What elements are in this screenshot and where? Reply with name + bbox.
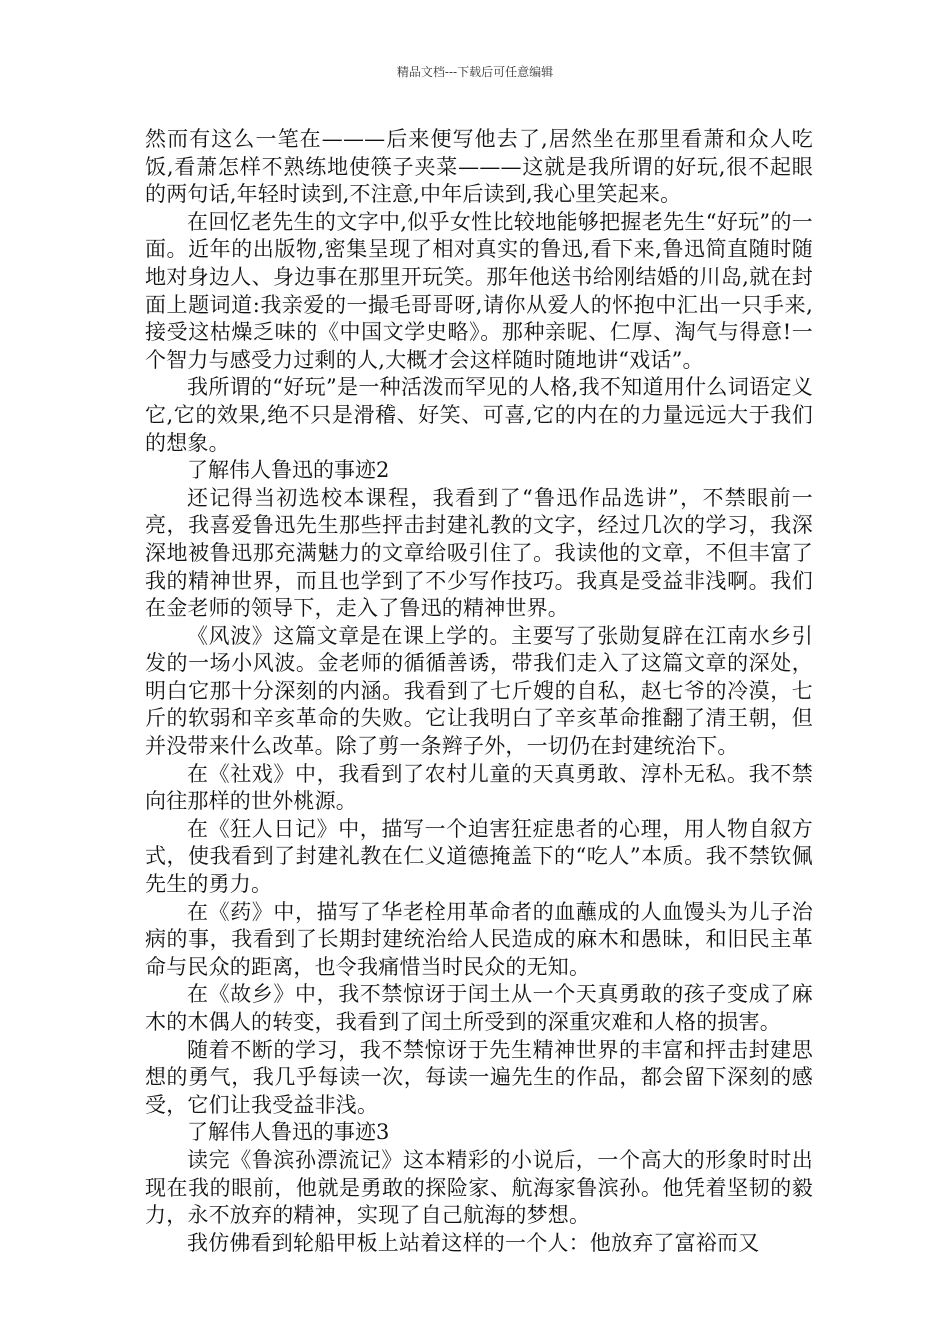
paragraph: 在回忆老先生的文字中,似乎女性比较地能够把握老先生“好玩”的一面。近年的出版物,密集呈现了相对真实的鲁迅,看下来,鲁迅简直随时随地对身边人、身边事在那里开玩笑。那年他送书给刚结婚的川岛,就在封面上题词道:我亲爱的一撮毛哥哥呀,请你从爱人的怀抱中汇出一只手来,接受这枯燥乏味的《中国文学史略》。那种亲昵、仁厚、淘气与得意!一个智力与感受力过剩的人,大概才会这样随时随地讲“戏话”。	[145, 209, 813, 372]
paragraph: 随着不断的学习，我不禁惊讶于先生精神世界的丰富和抨击封建思想的勇气，我几乎每读一次，每读一遍先生的作品，都会留下深刻的感受，它们让我受益非浅。	[145, 1037, 813, 1117]
section-heading: 了解伟人鲁迅的事迹3	[187, 1120, 390, 1145]
paragraph: 我仿佛看到轮船甲板上站着这样的一个人：他放弃了富裕而又	[187, 1230, 760, 1255]
document-body	[145, 126, 813, 1257]
paragraph: 还记得当初选校本课程，我看到了“鲁迅作品选讲”，不禁眼前一亮，我喜爱鲁迅先生那些抨击封建礼教的文字，经过几次的学习，我深深地被鲁迅那充满魅力的文章给吸引住了。我读他的文章，不但丰富了我的精神世界，而且也学到了不少写作技巧。我真是受益非浅啊。我们在金老师的领导下，走入了鲁迅的精神世界。	[145, 485, 813, 621]
section-heading: 了解伟人鲁迅的事迹2	[187, 458, 390, 483]
paragraph: 在《狂人日记》中，描写一个迫害狂症患者的心理，用人物自叙方式，使我看到了封建礼教在仁义道德掩盖下的“吃人”本质。我不禁钦佩先生的勇力。	[145, 816, 813, 897]
paragraph: 在《故乡》中，我不禁惊讶于闰土从一个天真勇敢的孩子变成了麻木的木偶人的转变，我看到了闰土所受到的深重灾难和人格的损害。	[145, 982, 813, 1034]
paragraph: 《风波》这篇文章是在课上学的。主要写了张勋复辟在江南水乡引发的一场小风波。金老师的循循善诱，带我们走入了这篇文章的深处，明白它那十分深刻的内涵。我看到了七斤嫂的自私，赵七爷的冷漠，七斤的软弱和辛亥革命的失败。它让我明白了辛亥革命推翻了清王朝，但并没带来什么改革。除了剪一条辫子外，一切仍在封建统治下。	[145, 623, 813, 759]
paragraph: 我所谓的“好玩”是一种活泼而罕见的人格,我不知道用什么词语定义它,它的效果,绝不只是滑稽、好笑、可喜,它的内在的力量远远大于我们的想象。	[145, 375, 813, 455]
page-header: 精品文档---下载后可任意编辑	[396, 65, 554, 79]
paragraph: 在《社戏》中，我看到了农村儿童的天真勇敢、淳朴无私。我不禁向往那样的世外桃源。	[145, 761, 813, 814]
paragraph: 然而有这么一笔在———后来便写他去了,居然坐在那里看萧和众人吃饭,看萧怎样不熟练地使筷子夹菜———这就是我所谓的好玩,很不起眼的两句话,年轻时读到,不注意,中年后读到,我心里笑起来。	[145, 127, 813, 207]
paragraph: 读完《鲁滨孙漂流记》这本精彩的小说后，一个高大的形象时时出现在我的眼前，他就是勇敢的探险家、航海家鲁滨孙。他凭着坚韧的毅力，永不放弃的精神，实现了自己航海的梦想。	[145, 1147, 813, 1228]
paragraph: 在《药》中，描写了华老栓用革命者的血蘸成的人血馒头为儿子治病的事，我看到了长期封建统治给人民造成的麻木和愚昧，和旧民主革命与民众的距离，也令我痛惜当时民众的无知。	[145, 899, 813, 979]
